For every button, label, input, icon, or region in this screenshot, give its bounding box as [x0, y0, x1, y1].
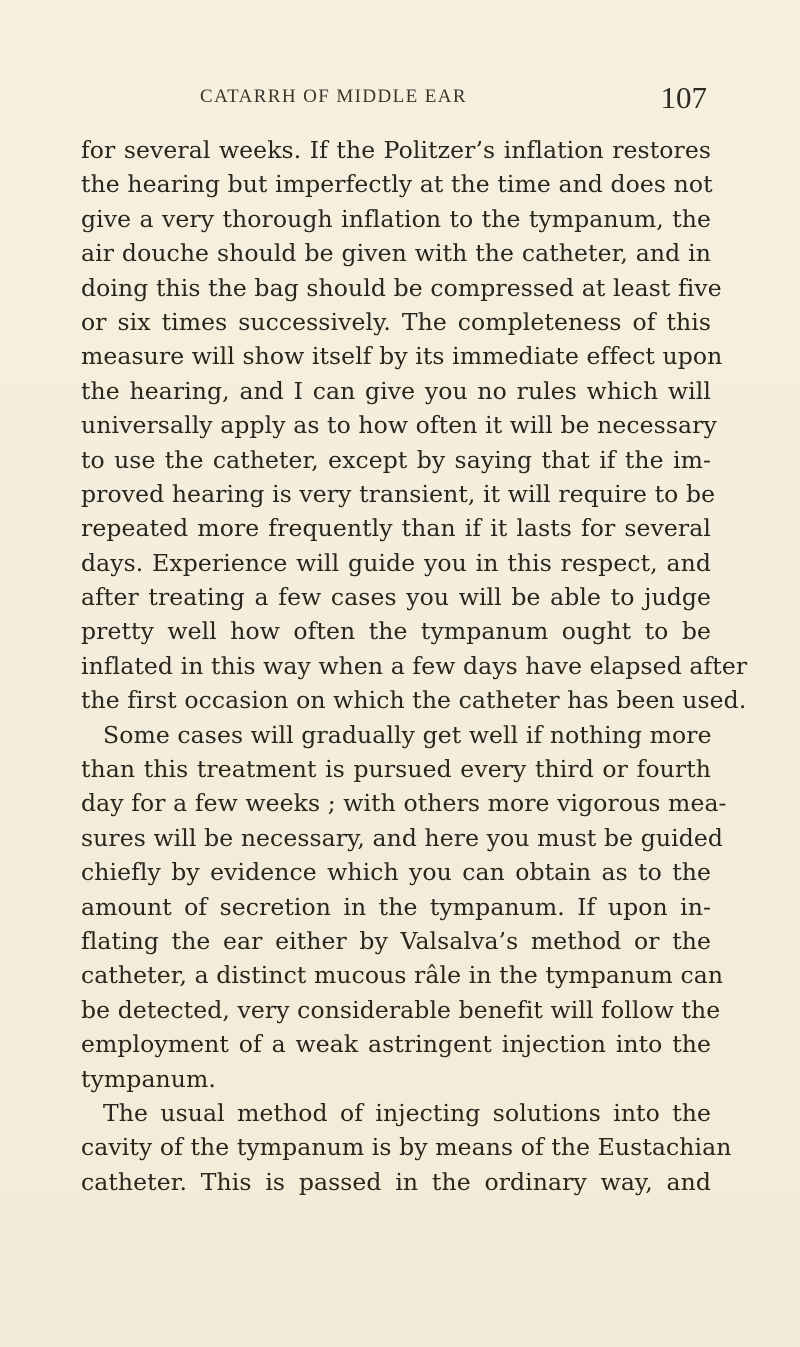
text-line: tympanum. [81, 1064, 216, 1093]
text-line: be detected, very considerable benefit will follow the [81, 995, 721, 1024]
text-line: give a very thorough inflation to the tympanum, the [81, 204, 711, 233]
text-line: cavity of the tympanum is by means of the Eustachian [81, 1133, 732, 1162]
text-line: day for a few weeks ; with others more vigorous mea- [81, 789, 727, 818]
text-line: catheter. This is passed in the ordinary way, and [81, 1167, 711, 1196]
text-line: inflated in this way when a few days have elapsed after [81, 651, 748, 680]
body-text [81, 133, 748, 1199]
text-line: to use the catheter, except by saying that if the im- [81, 445, 711, 474]
text-line: the first occasion on which the catheter has been used. [81, 686, 747, 715]
text-line: universally apply as to how often it will be necessary [81, 411, 717, 440]
text-line: than this treatment is pursued every third or fourth [81, 755, 711, 784]
text-line: days. Experience will guide you in this respect, and [81, 548, 711, 577]
text-line: sures will be necessary, and here you must be guided [81, 823, 724, 852]
text-line: doing this the bag should be compressed at least five [81, 273, 722, 302]
text-line: after treating a few cases you will be able to judge [81, 583, 711, 612]
page-number: 107 [660, 80, 707, 115]
text-line: catheter, a distinct mucous râle in the tympanum can [81, 961, 724, 990]
text-line: the hearing but imperfectly at the time and does not [81, 170, 713, 199]
text-line: proved hearing is very transient, it will require to be [81, 479, 716, 508]
text-line: amount of secretion in the tympanum. If upon in- [81, 892, 711, 921]
text-line: Some cases will gradually get well if nothing more [103, 720, 712, 749]
text-line: The usual method of injecting solutions into the [103, 1098, 711, 1127]
text-line: air douche should be given with the catheter, and in [81, 239, 711, 268]
running-title: CATARRH OF MIDDLE EAR [200, 86, 467, 107]
text-line: repeated more frequently than if it lasts for several [81, 514, 711, 543]
text-line: the hearing, and I can give you no rules which will [81, 376, 711, 405]
text-line: employment of a weak astringent injection into the [81, 1030, 711, 1059]
text-line: pretty well how often the tympanum ought to be [81, 617, 711, 646]
text-line: or six times successively. The completeness of this [81, 307, 711, 336]
text-line: for several weeks. If the Politzer’s inflation restores [81, 136, 711, 164]
text-line: flating the ear either by Valsalva’s method or the [81, 926, 711, 955]
text-line: chiefly by evidence which you can obtain as to the [81, 858, 711, 887]
text-line: measure will show itself by its immediate effect upon [81, 342, 723, 371]
